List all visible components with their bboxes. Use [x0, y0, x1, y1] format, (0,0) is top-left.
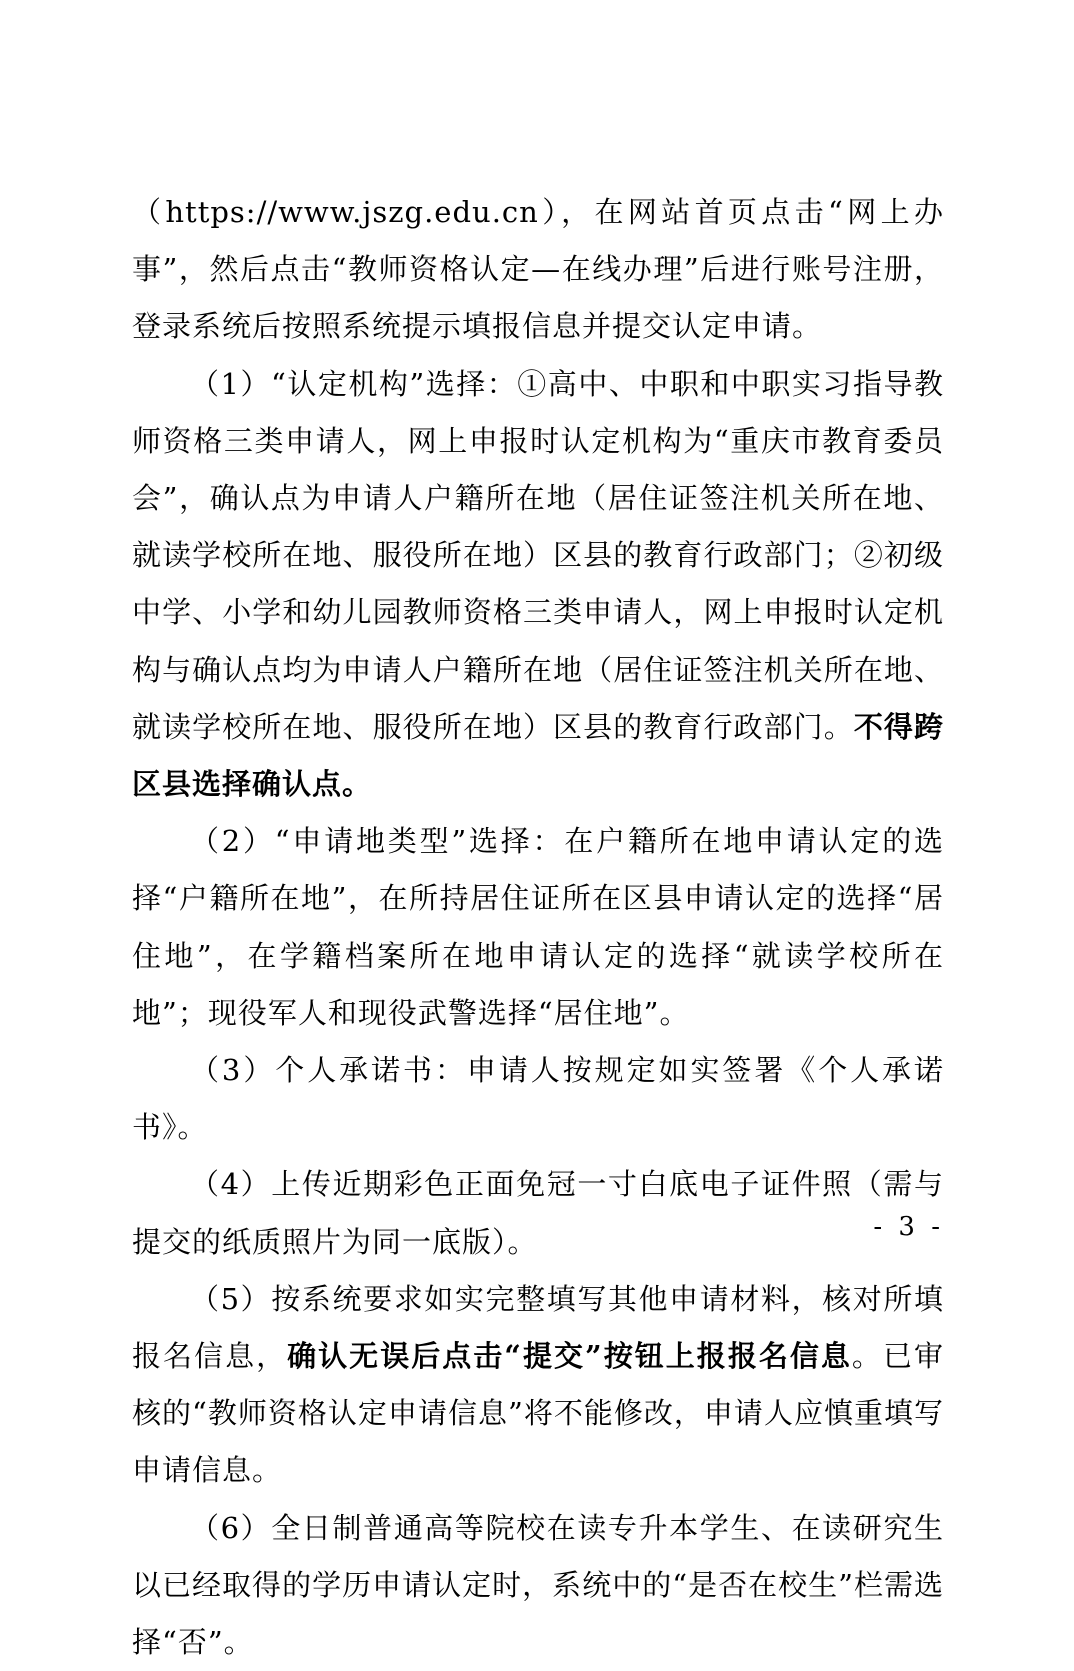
page-number: - 3 - [873, 1212, 944, 1242]
emphasis-confirm-submit: 确认无误后点击“提交”按钮上报报名信息 [287, 1339, 852, 1374]
paragraph-application-location-type: （2）“申请地类型”选择：在户籍所在地申请认定的选择“户籍所在地”，在所持居住证所在区县申请认定的选择“居住地”，在学籍档案所在地申请认定的选择“就读学校所在地”；现役军人和现役武警选择“居住地”。 [132, 824, 944, 1030]
emphasis-no-cross-district: 不得跨区县选择确认点。 [132, 709, 944, 802]
paragraph-personal-commitment: （3）个人承诺书：申请人按规定如实签署《个人承诺书》。 [132, 1053, 944, 1145]
document-page [132, 184, 944, 1671]
paragraph-certifying-body: （1）“认定机构”选择：①高中、中职和中职实习指导教师资格三类申请人，网上申报时认定机构为“重庆市教育委员会”，确认点为申请人户籍所在地（居住证签注机关所在地、就读学校所在地、服役所在地）区县的教育行政部门；②初级中学、小学和幼儿园教师资格三类申请人，网上申报时认定机构与确认点均为申请人户籍所在地（居住证签注机关所在地、就读学校所在地、服役所在地）区县的教育行政部门。不得跨区县选择确认点。 [132, 366, 944, 802]
paragraph-current-student: （6）全日制普通高等院校在读专升本学生、在读研究生以已经取得的学历申请认定时，系统中的“是否在校生”栏需选择“否”。 [132, 1510, 944, 1660]
paragraph-photo-upload: （4）上传近期彩色正面免冠一寸白底电子证件照（需与提交的纸质照片为同一底版）。 [132, 1167, 944, 1259]
paragraph-submit-materials: （5）按系统要求如实完整填写其他申请材料，核对所填报名信息，确认无误后点击“提交”按钮上报报名信息。已审核的“教师资格认定申请信息”将不能修改，申请人应慎重填写申请信息。 [132, 1281, 944, 1488]
paragraph-registration: （https://www.jszg.edu.cn），在网站首页点击“网上办事”，然后点击“教师资格认定—在线办理”后进行账号注册，登录系统后按照系统提示填报信息并提交认定申请。 [132, 195, 944, 344]
